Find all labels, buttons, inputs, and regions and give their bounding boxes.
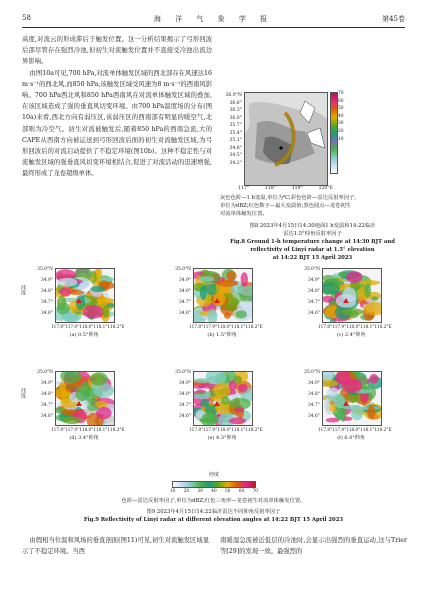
fig8-x-ticks: 117° 118° 119° 120°E <box>238 186 333 191</box>
paragraph-1: 高度,对流云的形成滞后于触发位置。这一分析结果揭示了弓形回波后部尽管存在强烈冷池,但初生对流触发位置并不直接受冷池出流边界影响。 <box>22 36 212 66</box>
paragraph-2: 由图10a可见,700 hPa,对流单体触发区域的西北部存在风速达16 m·s⁻¹的西北风,而850 hPa,该触发区域受风速为8 m·s⁻¹的西南风影响。700 hPa西北风和850 hPa西南风在对流单体触发区域的叠加,在该区域造成了强的垂直风切变环境。由700 hPa温度场的分布(图10a)来看,西北方向有弱压区,该弱压区的西南部有明显的暖空气,北部则为冷空气。初生对流被触发后,随着850 hPa的西南急流,大的CAPE从西南方向被运送到弓形回波后面的初生对流触发区域,为弓形回波后的对流启动提供了不稳定环境(图10b)。这种不稳定性与对流触发区域的强垂直风切变环境相结合,促进了对流活动的迅速增强,最终形成了龙卷超级单体。 <box>22 69 212 178</box>
fig9-x-ticks: 117.8° 117.9° 118.0° 118.1° 118.2°E <box>318 427 392 432</box>
fig9-panel-e <box>193 371 253 426</box>
fig8-note: 灰色色阶—1 h变温,单位为℃;彩色色阶—雷达反射率因子, 单位为dBZ;红色数字—最大变温值;黑色圆点—龙卷初生 对流单体触发位置。 <box>220 195 357 217</box>
bottom-right-paragraph: 南暖湿急流被近低层的冷池时,会显示出强烈的垂直运动,这与Trier等[29]的发现一致。最强烈的 <box>220 537 407 556</box>
fig9-y-ticks: 35.0°N 34.9° 34.8° 34.7° 34.6° <box>175 370 191 419</box>
fig9-colorbar <box>172 481 256 488</box>
fig9-x-ticks: 117.8° 117.9° 118.0° 118.1° 118.2°E <box>51 427 125 432</box>
fig9-x-ticks: 117.8° 117.9° 118.0° 118.1° 118.2°E <box>189 324 263 329</box>
fig9-panel-c <box>322 268 382 323</box>
fig9-panel-label: (b) 1.5°仰角 <box>207 332 237 338</box>
fig9-panel-b <box>193 268 253 323</box>
fig9-panel-label: (d) 3.4°仰角 <box>69 435 99 441</box>
left-column-text <box>22 34 212 180</box>
fig9-note: 色阶—雷达反射率因子,单位为dBZ;红色三角形—龙卷初生对流单体触发位置。 <box>121 498 306 504</box>
journal-title: 海 洋 气 象 学 报 <box>153 15 274 23</box>
volume-label: 第45卷 <box>382 15 405 23</box>
fig9-panel-d <box>55 371 115 426</box>
fig8-colorbar <box>330 92 338 174</box>
fig9-y-ticks: 35.0°N 34.9° 34.8° 34.7° 34.6° <box>37 370 53 419</box>
fig8-y-ticks: 36.9°N 36.6° 36.3° 36.0° 35.7° 35.4° 35.1° 34.8° 34.5° 34.2° <box>225 93 242 166</box>
fig9-y-ticks: 35.0°N 34.9° 34.8° 34.7° 34.6° <box>37 267 53 316</box>
fig9-panel-label: (a) 0.5°仰角 <box>69 332 99 338</box>
fig8-caption: 图8 2023年4月15日14:30地面1 h变温和14:22临沂 雷达1.5°仰角反射率因子 Fig.8 Ground 1-h temperature change at 14:30 BJT and reflectivity of Linyi radar at 1.5° elevation at 14:22 BJT 15 April 2023 <box>230 223 395 261</box>
fig9-panel-label: (e) 4.3°仰角 <box>207 435 237 441</box>
fig9-y-ticks: 35.0°N 34.9° 34.8° 34.7° 34.6° <box>175 267 191 316</box>
fig9-caption-cn: 图9 2023年4月15日14:22临沂雷达不同仰角反射率因子 <box>146 509 281 515</box>
fig9-y-axis-title: 纬度 <box>20 388 26 398</box>
fig9-colorbar-ticks: 10 20 30 40 50 60 70 <box>170 488 258 493</box>
fig8-colorbar-ticks: 70 60 50 40 30 20 10 <box>338 91 344 142</box>
bottom-right-text <box>220 535 407 557</box>
fig9-x-ticks: 117.8° 117.9° 118.0° 118.1° 118.2°E <box>51 324 125 329</box>
fig9-x-ticks: 117.8° 117.9° 118.0° 118.1° 118.2°E <box>318 324 392 329</box>
fig9-x-axis-title: 经度 <box>208 472 219 478</box>
fig9-panel-label: (c) 2.4°仰角 <box>336 332 366 338</box>
bottom-left-text <box>22 535 209 557</box>
fig9-y-ticks: 35.0°N 34.9° 34.8° 34.7° 34.6° <box>304 267 320 316</box>
fig9-panel-label: (f) 6.0°仰角 <box>337 435 365 441</box>
page-header <box>22 11 405 28</box>
fig9-panel-f <box>322 371 382 426</box>
fig9-panel-a <box>55 268 115 323</box>
fig9-x-ticks: 117.8° 117.9° 118.0° 118.1° 118.2°E <box>189 427 263 432</box>
fig8-map <box>244 92 328 186</box>
bottom-left-paragraph: 由假相当位温和风场的垂直剖面(图11)可见,初生对流触发区域显示了不稳定环境。当西 <box>22 537 209 556</box>
fig9-caption-en: Fig.9 Reflectivity of Linyi radar at different elevation angles at 14:22 BJT 15 April 2023 <box>83 517 344 523</box>
fig9-y-axis-title: 纬度 <box>20 285 26 295</box>
fig9-y-ticks: 35.0°N 34.9° 34.8° 34.7° 34.6° <box>304 370 320 419</box>
page-number: 58 <box>22 14 31 22</box>
